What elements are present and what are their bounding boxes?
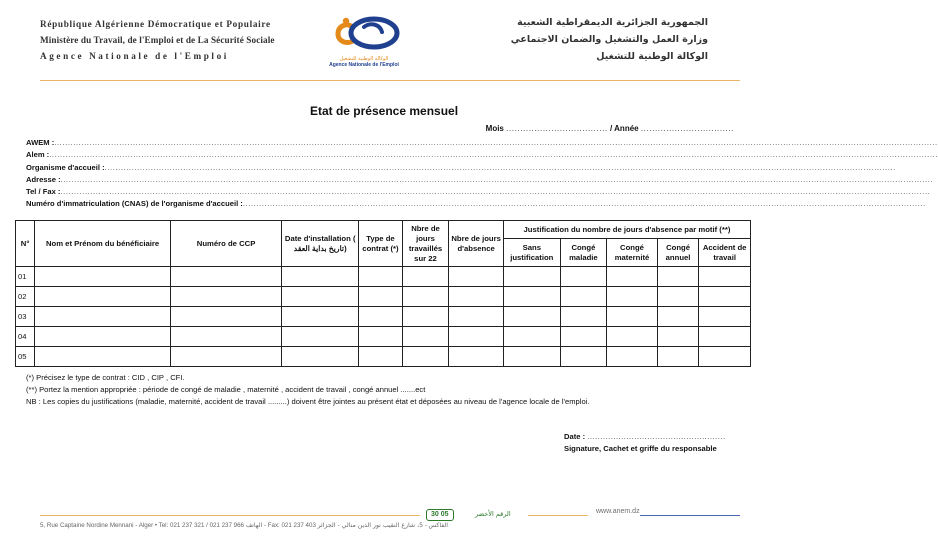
annee-field[interactable]: .................................: [640, 124, 734, 133]
col-header-conge-maladie: Congé maladie: [560, 239, 607, 267]
fax: Fax: 021 237 403: [267, 522, 316, 529]
col-header-conge-maternite: Congé maternité: [607, 239, 658, 267]
table-row: [16, 307, 751, 327]
table-cell[interactable]: [402, 267, 449, 287]
table-row: [16, 347, 751, 367]
table-cell[interactable]: [699, 287, 751, 307]
row-number: 02: [16, 287, 35, 307]
col-header-type: Type de contrat (*): [359, 221, 403, 267]
table-cell[interactable]: [560, 307, 607, 327]
field-cnas: [26, 198, 926, 210]
table-cell[interactable]: [170, 287, 281, 307]
table-cell[interactable]: [170, 347, 281, 367]
table-cell[interactable]: [503, 347, 560, 367]
mois-field[interactable]: ....................................: [506, 124, 608, 133]
footer-address: 5, Rue Captaine Nordine Mennani - Alger • Tel: 021 237 321 / 021 237 966 الهاتف - Fax: 021 237 403 الفاكس - 5، شارع النقيب نور الدين منالي - الجزائر: [40, 522, 449, 529]
field-awem-input[interactable]: ......................................................................................................................................................................................................................................................................................................................................: [54, 138, 938, 147]
footer-divider-right: [640, 515, 740, 516]
date-field[interactable]: .....................................................: [587, 432, 726, 441]
address-fr: 5, Rue Captaine Nordine Mennani - Alger • Tel: 021 237 321 / 021 237 966: [40, 522, 244, 529]
field-awem-label: AWEM :: [26, 138, 55, 147]
table-cell[interactable]: [402, 347, 449, 367]
table-cell[interactable]: [359, 307, 403, 327]
notes: [26, 372, 589, 407]
col-header-jours-absence: Nbre de jours d'absence: [449, 221, 504, 267]
table-cell[interactable]: [282, 267, 359, 287]
table-cell[interactable]: [449, 287, 504, 307]
table-cell[interactable]: [607, 307, 658, 327]
table-cell[interactable]: [699, 267, 751, 287]
field-adresse-label: Adresse :: [26, 174, 61, 184]
col-header-nom: Nom et Prénom du bénéficiaire: [35, 221, 171, 267]
table-body: [16, 267, 751, 367]
field-tel-fax-label: Tel / Fax :: [26, 187, 61, 197]
phone-label-ar: الهاتف: [245, 522, 263, 529]
header-ar-line-2: وزارة العمل والتشغيل والضمان الاجتماعي: [510, 34, 708, 45]
header-fr-line-1: République Algérienne Démocratique et Populaire: [40, 19, 271, 29]
green-number: 30 05: [431, 511, 449, 518]
field-cnas-label: Numéro d'immatriculation (CNAS) de l'organisme d'accueil :: [26, 199, 243, 209]
table-cell[interactable]: [282, 307, 359, 327]
field-organisme-input[interactable]: ....................................................................................................................................................................................................................................................................................................: [104, 162, 896, 172]
table-row: [16, 287, 751, 307]
signature-block: [564, 431, 726, 455]
table-cell[interactable]: [657, 307, 699, 327]
note-mention: (**) Portez la mention appropriée : période de congé de maladie , maternité , accident de travail , congé annuel .......ect: [26, 384, 426, 394]
header-divider: [40, 80, 740, 81]
table-cell[interactable]: [282, 287, 359, 307]
page-title: Etat de présence mensuel: [309, 104, 459, 118]
header-french: [40, 16, 275, 64]
table-cell[interactable]: [503, 287, 560, 307]
field-organisme-label: Organisme d'accueil :: [26, 162, 105, 172]
field-alem-input[interactable]: ........................................................................................................................................................................................................................................................................................................................................: [49, 150, 938, 160]
footer-divider-mid: [528, 515, 588, 516]
signature-line: Signature, Cachet et griffe du responsable: [564, 444, 717, 453]
header-fr-line-3: Agence Nationale de l'Emploi: [40, 51, 229, 61]
footer-divider-left: [40, 515, 420, 516]
website-link[interactable]: www.anem.dz: [596, 508, 640, 515]
fax-label-ar: الفاكس: [428, 522, 449, 529]
period-line: [486, 124, 734, 133]
table-cell[interactable]: [607, 287, 658, 307]
field-cnas-input[interactable]: ............................................................................................................................................................................................................................................................: [242, 199, 926, 209]
annee-label: Année: [614, 124, 639, 133]
table-cell[interactable]: [402, 327, 449, 347]
table-cell[interactable]: [35, 267, 171, 287]
logo-arabic-text: الوكالة الوطنية للتشغيل: [339, 56, 389, 62]
header-ar-line-3: الوكالة الوطنية للتشغيل: [596, 51, 708, 62]
table-cell[interactable]: [359, 287, 403, 307]
table-cell[interactable]: [359, 347, 403, 367]
table-cell[interactable]: [35, 347, 171, 367]
table-cell[interactable]: [699, 307, 751, 327]
row-number: 04: [16, 327, 35, 347]
table-cell[interactable]: [607, 267, 658, 287]
presence-table: [15, 220, 751, 367]
field-tel-fax: [26, 186, 931, 198]
col-header-ccp: Numéro de CCP: [170, 221, 281, 267]
col-header-jours-travailles: Nbre de jours travaillés sur 22: [402, 221, 449, 267]
col-header-no: N°: [16, 221, 35, 267]
header-arabic: [511, 14, 708, 65]
col-header-sans-justification: Sans justification: [503, 239, 560, 267]
logo-french-text: Agence Nationale de l'Emploi: [329, 62, 399, 68]
table-cell[interactable]: [607, 347, 658, 367]
table-cell[interactable]: [607, 327, 658, 347]
row-number: 05: [16, 347, 35, 367]
field-adresse-input[interactable]: ..................................................................................................................................................................................................................................................................................................................................: [60, 174, 934, 184]
field-awem: [26, 137, 938, 149]
table-cell[interactable]: [449, 307, 504, 327]
table-cell[interactable]: [35, 307, 171, 327]
table-cell[interactable]: [449, 267, 504, 287]
table-cell[interactable]: [170, 307, 281, 327]
table-cell[interactable]: [35, 287, 171, 307]
col-header-accident-travail: Accident de travail: [699, 239, 751, 267]
table-row: [16, 267, 751, 287]
mois-label: Mois: [485, 124, 504, 133]
table-cell[interactable]: [35, 327, 171, 347]
field-tel-fax-input[interactable]: .................................................................................................................................................................................................................................................................................................................................: [60, 187, 931, 197]
table-cell[interactable]: [402, 307, 449, 327]
header-fr-line-2: Ministère du Travail, de l'Emploi et de La Sécurité Sociale: [40, 35, 275, 45]
field-alem: [26, 149, 938, 161]
anem-logo-icon: [324, 12, 404, 54]
address-ar: 5، شارع النقيب نور الدين منالي - الجزائر: [317, 522, 424, 529]
field-adresse: [26, 174, 934, 186]
table-cell[interactable]: [170, 327, 281, 347]
table-cell[interactable]: [449, 327, 504, 347]
table-cell[interactable]: [699, 347, 751, 367]
green-number-label: الرقم الأخضر: [475, 510, 511, 518]
table-cell[interactable]: [282, 347, 359, 367]
field-organisme: [26, 162, 896, 174]
col-header-date: Date d'installation ( تاريخ بداية العقد): [282, 221, 359, 267]
table-cell[interactable]: [503, 307, 560, 327]
col-header-justification: Justification du nombre de jours d'absence par motif (**): [503, 221, 750, 239]
col-header-conge-annuel: Congé annuel: [657, 239, 699, 267]
table-cell[interactable]: [503, 267, 560, 287]
date-label: Date :: [564, 432, 586, 441]
header-ar-line-1: الجمهورية الجزائرية الديمقراطية الشعبية: [517, 17, 708, 28]
table-cell[interactable]: [449, 347, 504, 367]
table-cell[interactable]: [699, 327, 751, 347]
table-cell[interactable]: [657, 287, 699, 307]
table-cell[interactable]: [560, 347, 607, 367]
note-nb: NB : Les copies du justifications (maladie, maternité, accident de travail .........) doivent être jointes au présent état et déposées au niveau de l'agence locale de l'emploi.: [26, 396, 590, 406]
period-separator: /: [609, 124, 613, 133]
table-row: [16, 327, 751, 347]
row-number: 01: [16, 267, 35, 287]
table-cell[interactable]: [560, 287, 607, 307]
table-cell[interactable]: [359, 267, 403, 287]
table-cell[interactable]: [503, 327, 560, 347]
table-cell[interactable]: [657, 267, 699, 287]
organisation-fields: [26, 137, 938, 211]
table-cell[interactable]: [657, 347, 699, 367]
table-cell[interactable]: [657, 327, 699, 347]
table-cell[interactable]: [359, 327, 403, 347]
table-cell[interactable]: [170, 267, 281, 287]
field-alem-label: Alem :: [26, 150, 50, 160]
table-cell[interactable]: [282, 327, 359, 347]
table-cell[interactable]: [560, 267, 607, 287]
table-cell[interactable]: [560, 327, 607, 347]
row-number: 03: [16, 307, 35, 327]
green-number-badge: [426, 509, 454, 521]
note-contract-type: (*) Précisez le type de contrat : CID , CIP , CFI.: [26, 373, 185, 382]
anem-logo: [318, 12, 410, 78]
table-cell[interactable]: [402, 287, 449, 307]
